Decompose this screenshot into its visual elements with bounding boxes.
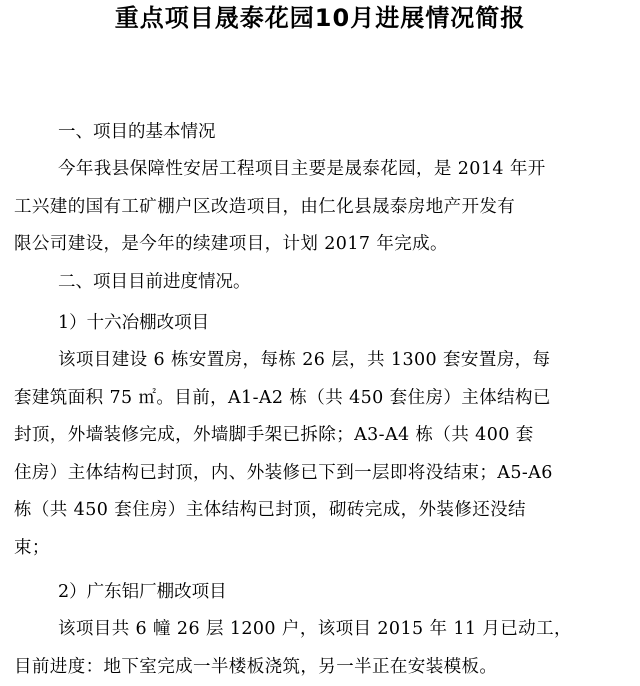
paragraph-line: 套建筑面积 75 ㎡。目前，A1-A2 栋（共 450 套住房）主体结构已	[14, 387, 551, 408]
section2-heading: 二、项目目前进度情况。	[58, 272, 251, 292]
paragraph-line: 今年我县保障性安居工程项目主要是晟泰花园，是 2014 年开	[58, 159, 546, 179]
section1-paragraph	[14, 151, 626, 264]
subsection2-heading: 2）广东铝厂棚改项目	[58, 582, 227, 602]
subsection1-heading: 1）十六冶棚改项目	[58, 313, 210, 333]
paragraph-line: 束；	[14, 537, 50, 558]
subsection1-paragraph	[14, 342, 626, 568]
paragraph-line: 该项目共 6 幢 26 层 1200 户，该项目 2015 年 11 月已动工，	[58, 619, 572, 639]
paragraph-line: 工兴建的国有工矿棚户区改造项目，由仁化县晟泰房地产开发有	[14, 196, 516, 217]
paragraph-line: 住房）主体结构已封顶，内、外装修已下到一层即将没结束；A5-A6	[14, 462, 553, 483]
document-title: 重点项目晟泰花园10月进展情况简报	[114, 4, 526, 32]
paragraph-line: 限公司建设，是今年的续建项目，计划 2017 年完成。	[14, 234, 448, 255]
paragraph-line: 封顶，外墙装修完成，外墙脚手架已拆除；A3-A4 栋（共 400 套	[14, 425, 534, 446]
section1-heading: 一、项目的基本情况	[58, 122, 216, 142]
subsection2-paragraph	[14, 611, 626, 686]
paragraph-line: 该项目建设 6 栋安置房，每栋 26 层，共 1300 套安置房，每	[58, 350, 551, 370]
paragraph-line: 栋（共 450 套住房）主体结构已封顶，砌砖完成，外装修还没结	[14, 500, 526, 521]
paragraph-line: 目前进度：地下室完成一半楼板浇筑，另一半正在安装模板。	[14, 656, 498, 677]
